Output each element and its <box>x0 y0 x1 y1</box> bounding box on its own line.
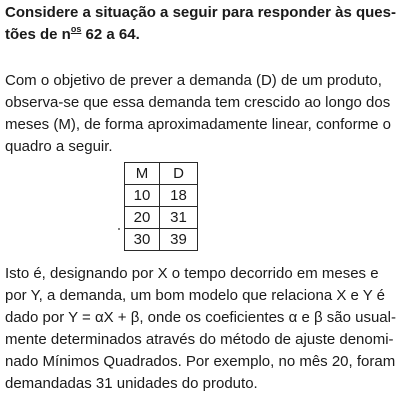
header-demand: D <box>160 163 198 185</box>
instruction-heading <box>5 2 397 46</box>
heading-line-2 <box>5 24 397 46</box>
heading-line-2-start: tões de n <box>5 26 71 43</box>
intro-line-1: Com o objetivo de prever a demanda (D) de um produto, <box>5 72 382 89</box>
model-line-1: Isto é, designando por X o tempo decorrido em meses e <box>5 265 379 282</box>
heading-line-1: Considere a situação a seguir para responder às ques- <box>5 4 396 21</box>
cell-month: 10 <box>125 185 160 207</box>
heading-line-2-end: 62 a 64. <box>81 26 140 43</box>
intro-line-3: meses (M), de forma aproximadamente linear, conforme o <box>5 116 391 133</box>
cell-demand: 31 <box>160 207 198 229</box>
table-row <box>125 207 198 229</box>
intro-paragraph <box>5 70 397 158</box>
model-line-4: mente determinados através do método de ajuste denomi- <box>5 331 394 348</box>
data-table-container <box>124 162 397 251</box>
document-page <box>5 0 397 395</box>
model-line-6: demandadas 31 unidades do produto. <box>5 375 258 392</box>
model-line-2: por Y, a demanda, um bom modelo que relaciona X e Y é <box>5 287 385 304</box>
intro-line-2: observa-se que essa demanda tem crescido ao longo dos <box>5 94 391 111</box>
table-header-row <box>125 163 198 185</box>
table-row <box>125 229 198 251</box>
model-paragraph <box>5 263 397 395</box>
cell-month: 30 <box>125 229 160 251</box>
heading-superscript: os <box>70 24 82 34</box>
cell-demand: 18 <box>160 185 198 207</box>
model-line-3: dado por Y = αX + β, onde os coeficientes α e β são usual- <box>5 309 396 326</box>
stray-dot <box>118 228 120 230</box>
model-line-5: nado Mínimos Quadrados. Por exemplo, no mês 20, foram <box>5 353 396 370</box>
intro-line-4: quadro a seguir. <box>5 138 113 155</box>
cell-month: 20 <box>125 207 160 229</box>
demand-table <box>124 162 198 251</box>
header-month: M <box>125 163 160 185</box>
table-row <box>125 185 198 207</box>
cell-demand: 39 <box>160 229 198 251</box>
